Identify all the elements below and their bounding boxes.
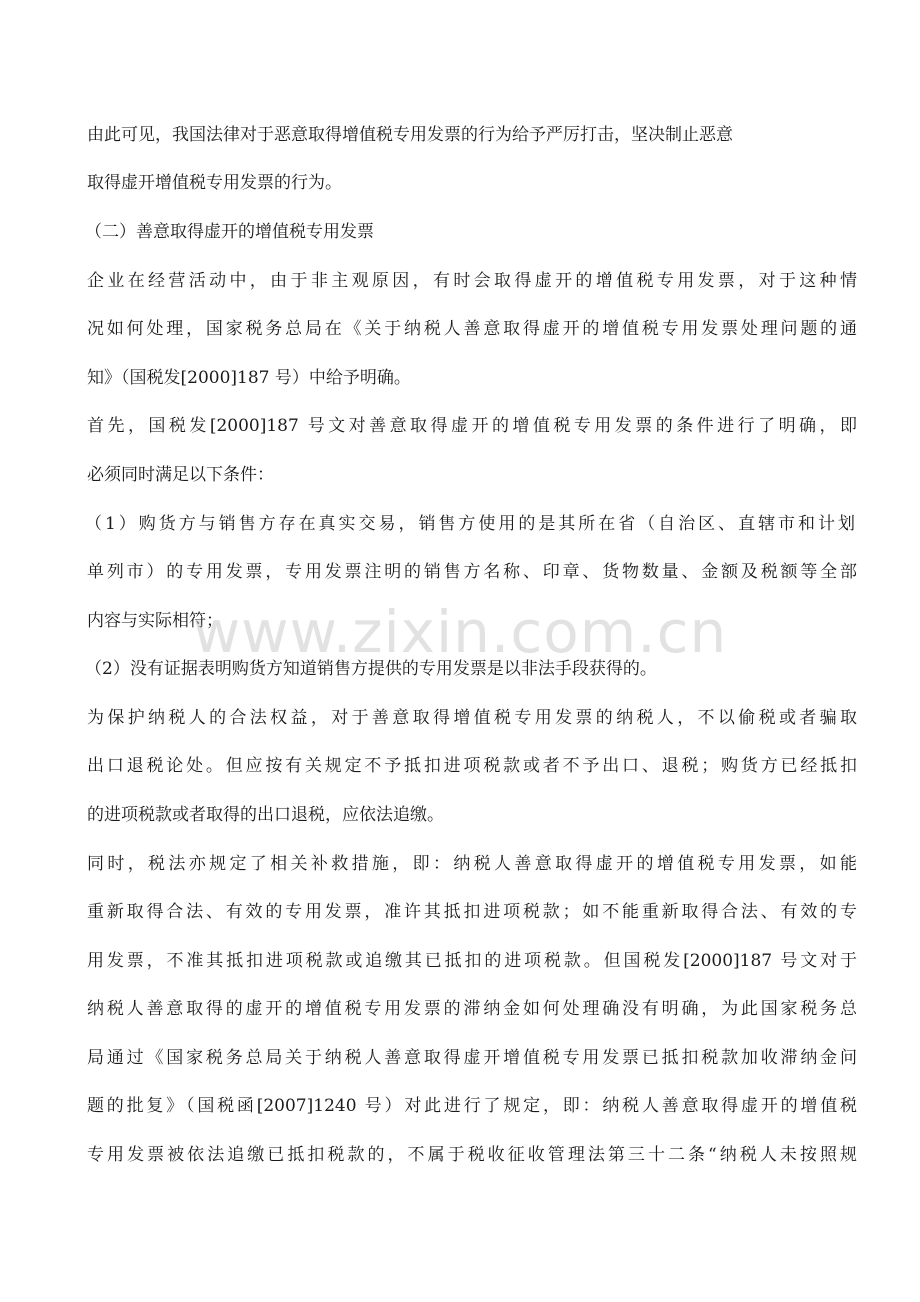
para-1-line-2: 取得虚开增值税专用发票的行为。: [87, 173, 342, 193]
condition-1-line-2: 单列市）的专用发票，专用发票注明的销售方名称、印章、货物数量、金额及税额等全部: [87, 562, 857, 582]
para-5-line-6: 题的批复》（国税函[2007]1240 号）对此进行了规定，即：纳税人善意取得虚开的增值税: [87, 1096, 857, 1116]
para-5-line-5: 局通过《国家税务总局关于纳税人善意取得虚开增值税专用发票已抵扣税款加收滞纳金问: [87, 1048, 857, 1068]
para-2-line-3: 知》（国税发[2000]187 号）中给予明确。: [87, 368, 411, 388]
para-5-line-3: 用发票，不准其抵扣进项税款或追缴其已抵扣的进项税款。但国税发[2000]187 号文对于: [87, 951, 857, 971]
condition-1-line-1: （1）购货方与销售方存在真实交易，销售方使用的是其所在省（自治区、直辖市和计划: [85, 514, 855, 534]
para-2-line-1: 企业在经营活动中，由于非主观原因，有时会取得虚开的增值税专用发票，对于这种情: [87, 271, 857, 291]
condition-1-line-3: 内容与实际相符；: [87, 611, 223, 631]
para-5-line-1: 同时，税法亦规定了相关补救措施，即：纳税人善意取得虚开的增值税专用发票，如能: [87, 854, 857, 874]
para-1-line-1: 由此可见，我国法律对于恶意取得增值税专用发票的行为给予严厉打击，坚决制止恶意: [87, 125, 733, 145]
para-4-line-3: 的进项税款或者取得的出口退税，应依法追缴。: [87, 805, 444, 825]
para-5-line-7: 专用发票被依法追缴已抵扣税款的，不属于税收征收管理法第三十二条“纳税人未按照规: [87, 1145, 857, 1165]
para-5-line-4: 纳税人善意取得的虚开的增值税专用发票的滞纳金如何处理确没有明确，为此国家税务总: [87, 999, 857, 1019]
para-4-line-2: 出口退税论处。但应按有关规定不予抵扣进项税款或者不予出口、退税；购货方已经抵扣: [87, 756, 857, 776]
para-3-line-2: 必须同时满足以下条件：: [87, 465, 274, 485]
para-5-line-2: 重新取得合法、有效的专用发票，准许其抵扣进项税款；如不能重新取得合法、有效的专: [87, 902, 857, 922]
para-3-line-1: 首先，国税发[2000]187 号文对善意取得虚开的增值税专用发票的条件进行了明确，即: [87, 416, 857, 436]
para-4-line-1: 为保护纳税人的合法权益，对于善意取得增值税专用发票的纳税人，不以偷税或者骗取: [87, 708, 857, 728]
para-2-line-2: 况如何处理，国家税务总局在《关于纳税人善意取得虚开的增值税专用发票处理问题的通: [87, 319, 857, 339]
condition-2-line-1: （2）没有证据表明购货方知道销售方提供的专用发票是以非法手段获得的。: [85, 659, 657, 679]
section-heading: （二）善意取得虚开的增值税专用发票: [85, 222, 374, 242]
watermark: www.zixin.com.cn: [192, 598, 728, 666]
